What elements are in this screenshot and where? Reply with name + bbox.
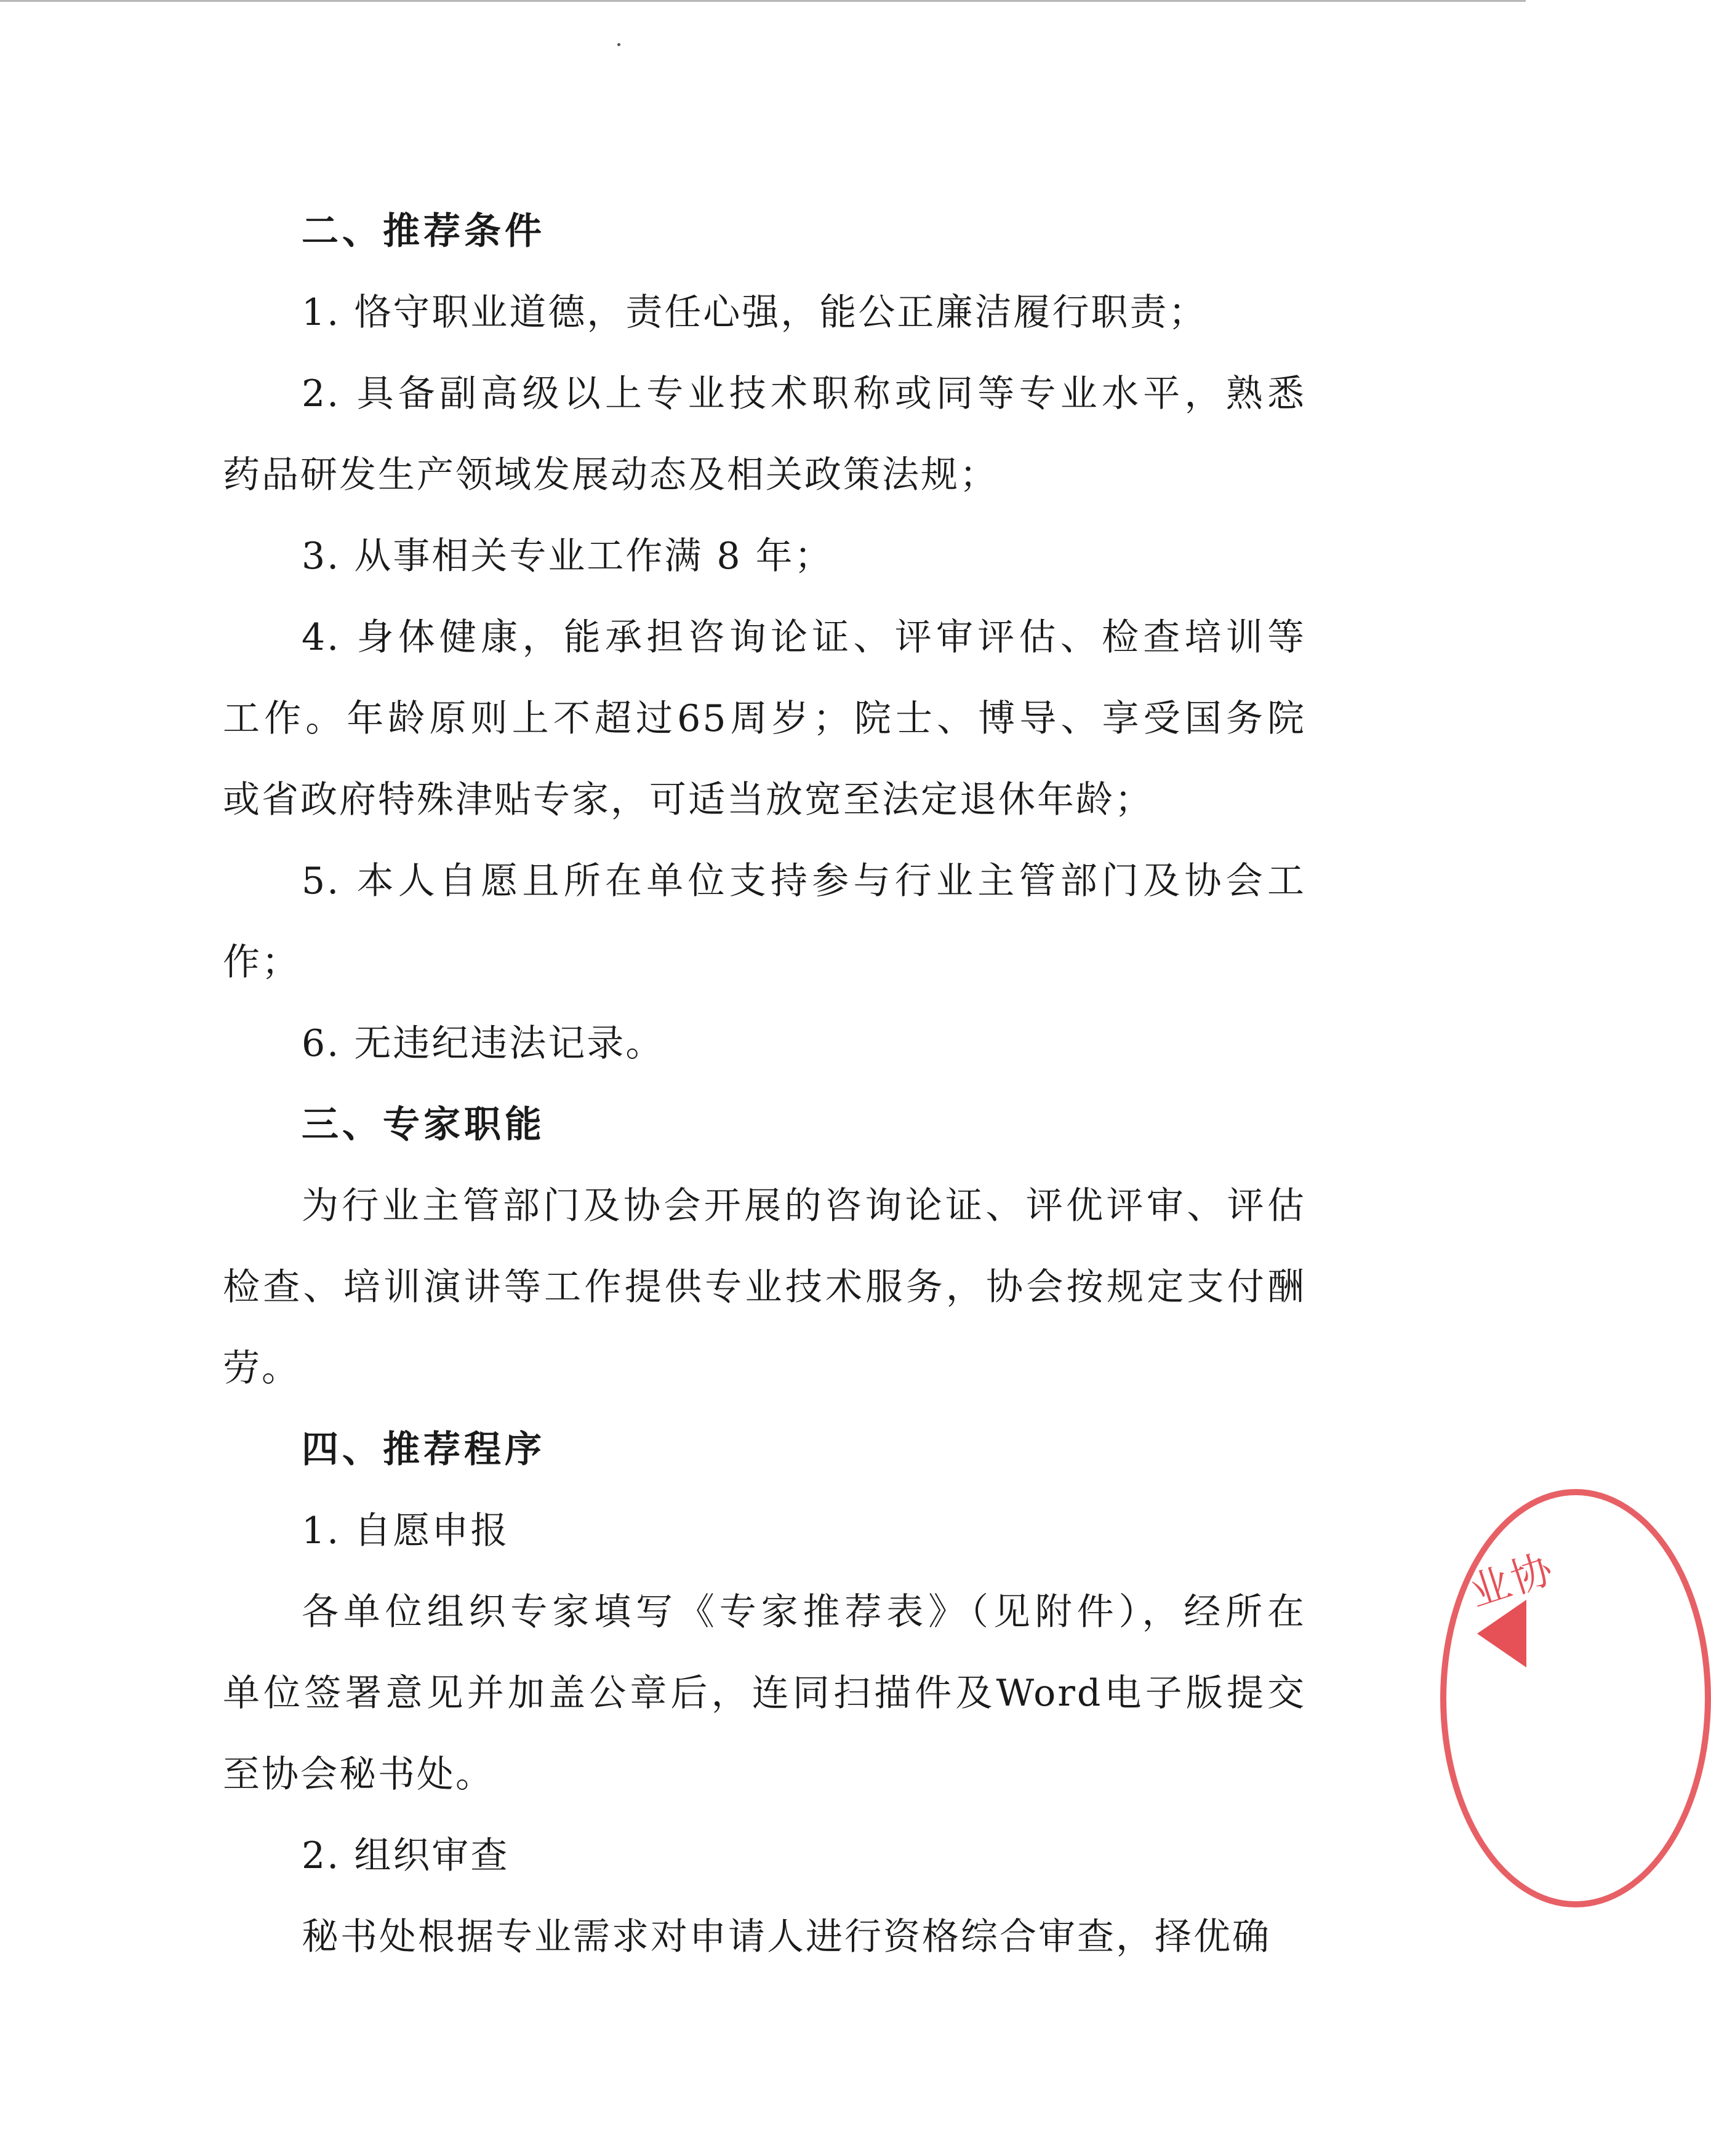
scan-speck — [617, 43, 620, 46]
document-page — [223, 191, 1306, 1978]
paragraph-line: 至协会秘书处。 — [223, 1753, 494, 1796]
paragraph-line: 检查、培训演讲等工作提供专业技术服务，协会按规定支付酬 — [223, 1266, 1306, 1309]
seal-star-icon — [1477, 1600, 1526, 1667]
paragraph-line: 各单位组织专家填写《专家推荐表》（见附件），经所在 — [302, 1591, 1306, 1634]
official-seal — [1440, 1489, 1711, 1907]
section-heading: 四、推荐程序 — [302, 1428, 545, 1471]
paragraph-line: 劳。 — [223, 1347, 300, 1390]
paragraph-line: 4. 身体健康，能承担咨询论证、评审评估、检查培训等 — [302, 616, 1306, 659]
paragraph-line: 2. 具备副高级以上专业技术职称或同等专业水平，熟悉 — [302, 372, 1306, 415]
paragraph-line: 作； — [223, 941, 300, 984]
paragraph-line: 1. 自愿申报 — [302, 1509, 510, 1552]
paragraph-line: 5. 本人自愿且所在单位支持参与行业主管部门及协会工 — [302, 860, 1306, 903]
paragraph-line: 单位签署意见并加盖公章后，连同扫描件及Word电子版提交 — [223, 1672, 1306, 1715]
paragraph-line: 3. 从事相关专业工作满 8 年； — [302, 535, 833, 578]
paragraph-line: 秘书处根据专业需求对申请人进行资格综合审查，择优确 — [302, 1915, 1271, 1958]
paragraph-line: 2. 组织审查 — [302, 1834, 510, 1877]
paragraph-line: 药品研发生产领域发展动态及相关政策法规； — [223, 453, 998, 497]
paragraph-line: 6. 无违纪违法记录。 — [302, 1022, 665, 1065]
paragraph-line: 为行业主管部门及协会开展的咨询论证、评优评审、评估 — [302, 1184, 1306, 1228]
section-heading: 三、专家职能 — [302, 1103, 545, 1146]
official-seal-text: 业协 — [1464, 1544, 1561, 1616]
section-heading: 二、推荐条件 — [302, 210, 545, 253]
paragraph-line: 或省政府特殊津贴专家，可适当放宽至法定退休年龄； — [223, 778, 1153, 821]
paragraph-line: 1. 恪守职业道德，责任心强，能公正廉洁履行职责； — [302, 291, 1208, 334]
page-top-border — [0, 0, 1526, 2]
paragraph-line: 工作。年龄原则上不超过65周岁；院士、博导、享受国务院 — [223, 697, 1306, 740]
